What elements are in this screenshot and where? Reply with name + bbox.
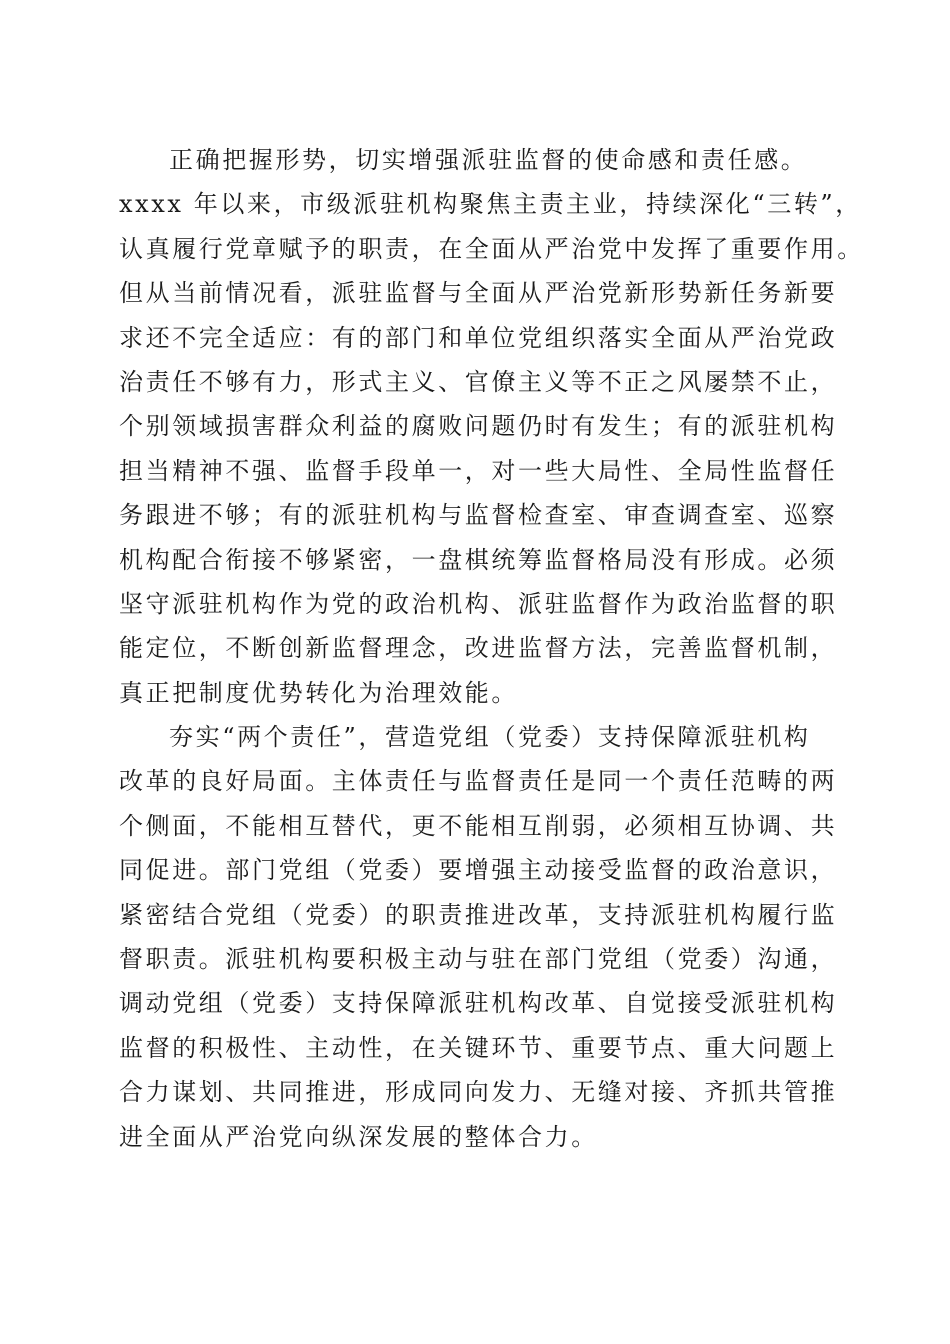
paragraph-line: 督职责。派驻机构要积极主动与驻在部门党组（党委）沟通， [119, 945, 838, 974]
body-text [119, 138, 864, 1159]
paragraph-line: 治责任不够有力，形式主义、官僚主义等不正之风屡禁不止， [119, 367, 838, 396]
paragraph-line: 坚守派驻机构作为党的政治机构、派驻监督作为政治监督的职 [119, 589, 838, 618]
paragraph-line: 个侧面，不能相互替代，更不能相互削弱，必须相互协调、共 [119, 811, 838, 840]
paragraph-line: 求还不完全适应：有的部门和单位党组织落实全面从严治党政 [119, 323, 838, 352]
paragraph-2 [119, 715, 839, 1159]
paragraph-line: xxxx 年以来，市级派驻机构聚焦主责主业，持续深化“三转”， [119, 190, 862, 219]
paragraph-line: 个别领域损害群众利益的腐败问题仍时有发生；有的派驻机构 [119, 412, 838, 441]
paragraph-line: 认真履行党章赋予的职责，在全面从严治党中发挥了重要作用。 [119, 234, 864, 263]
paragraph-line: 改革的良好局面。主体责任与监督责任是同一个责任范畴的两 [119, 767, 838, 796]
paragraph-line: 调动党组（党委）支持保障派驻机构改革、自觉接受派驻机构 [119, 989, 838, 1018]
paragraph-line: 进全面从严治党向纵深发展的整体合力。 [119, 1122, 598, 1151]
paragraph-line: 务跟进不够；有的派驻机构与监督检查室、审查调查室、巡察 [119, 501, 838, 530]
paragraph-line: 机构配合衔接不够紧密，一盘棋统筹监督格局没有形成。必须 [119, 545, 838, 574]
paragraph-line: 紧密结合党组（党委）的职责推进改革，支持派驻机构履行监 [119, 900, 838, 929]
paragraph-line: 夯实“两个责任”，营造党组（党委）支持保障派驻机构 [169, 723, 811, 752]
paragraph-line: 同促进。部门党组（党委）要增强主动接受监督的政治意识， [119, 856, 838, 885]
paragraph-1 [119, 138, 864, 715]
paragraph-line: 正确把握形势，切实增强派驻监督的使命感和责任感。 [169, 146, 808, 174]
paragraph-line: 监督的积极性、主动性，在关键环节、重要节点、重大问题上 [119, 1033, 838, 1062]
paragraph-line: 能定位，不断创新监督理念，改进监督方法，完善监督机制， [119, 634, 838, 663]
paragraph-line: 担当精神不强、监督手段单一，对一些大局性、全局性监督任 [119, 456, 838, 485]
paragraph-line: 合力谋划、共同推进，形成同向发力、无缝对接、齐抓共管推 [119, 1078, 838, 1107]
paragraph-line: 真正把制度优势转化为治理效能。 [119, 678, 518, 707]
paragraph-line: 但从当前情况看，派驻监督与全面从严治党新形势新任务新要 [119, 279, 838, 308]
